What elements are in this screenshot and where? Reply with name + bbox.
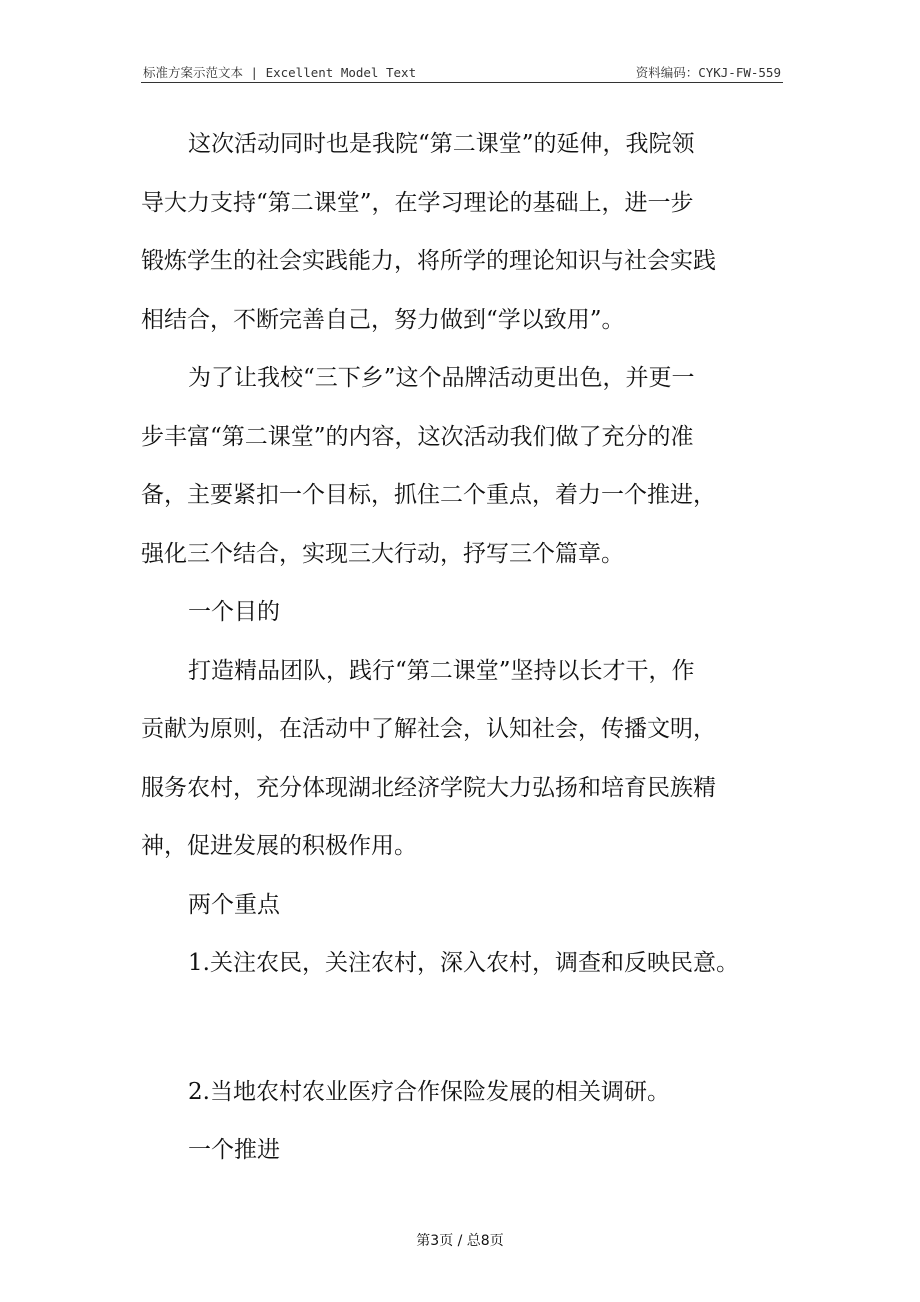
text-line: 备，主要紧扣一个目标，抓住二个重点，着力一个推进， (141, 482, 716, 508)
section-heading-advance: 一个推进 (188, 1137, 280, 1163)
page-header (141, 60, 783, 83)
text-line: 强化三个结合，实现三大行动，抒写三个篇章。 (141, 540, 624, 567)
text-line: 锻炼学生的社会实践能力，将所学的理论知识与社会实践 (141, 248, 716, 274)
text-line: 步丰富“第二课堂”的内容，这次活动我们做了充分的准 (141, 423, 694, 450)
text-line: 服务农村，充分体现湖北经济学院大力弘扬和培育民族精 (141, 774, 716, 801)
text-line: 神，促进发展的积极作用。 (141, 833, 417, 859)
paragraph-2 (141, 349, 781, 583)
page-number: 第3页 / 总8页 (416, 1233, 504, 1249)
header-doc-code: 资料编码：CYKJ-FW-559 (635, 65, 781, 80)
text-line: 为了让我校“三下乡”这个品牌活动更出色，并更一 (188, 365, 695, 391)
text-line: 打造精品团队，践行“第二课堂”坚持以长才干，作 (188, 657, 695, 684)
section-heading-focus: 两个重点 (188, 891, 280, 918)
list-item-1: 1.关注农民，关注农村，深入农村，调查和反映民意。 (188, 950, 739, 976)
paragraph-3 (141, 642, 781, 876)
header-title: 标准方案示范文本 | Excellent Model Text (143, 65, 417, 80)
text-line: 贡献为原则，在活动中了解社会，认知社会，传播文明， (141, 716, 716, 742)
list-item-2: 2.当地农村农业医疗合作保险发展的相关调研。 (188, 1078, 670, 1105)
paragraph-1 (141, 115, 781, 349)
document-body (141, 115, 781, 1180)
text-line: 这次活动同时也是我院“第二课堂”的延伸，我院领 (188, 131, 695, 157)
spacer (141, 993, 781, 1063)
text-line: 导大力支持“第二课堂”，在学习理论的基础上，进一步 (141, 189, 694, 216)
section-heading-goal: 一个目的 (188, 599, 280, 625)
text-line: 相结合，不断完善自己，努力做到“学以致用”。 (141, 306, 625, 333)
